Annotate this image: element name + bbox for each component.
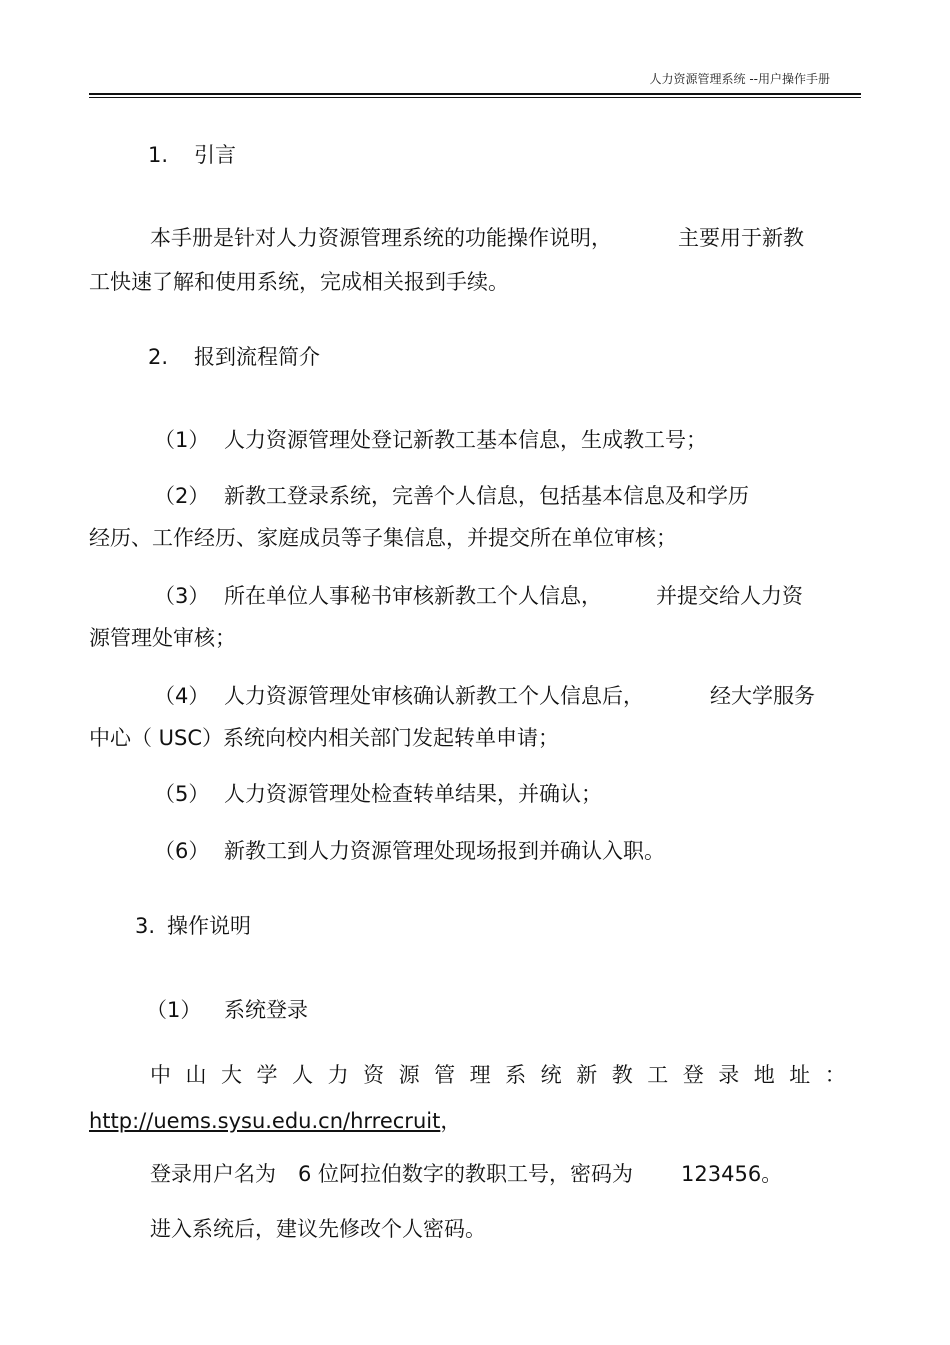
step-number: （6） bbox=[154, 839, 210, 863]
address-char: 资 bbox=[363, 1063, 385, 1087]
step-3 bbox=[154, 582, 803, 610]
login-address-line bbox=[150, 1061, 846, 1089]
login-url-suffix: ， bbox=[440, 1109, 462, 1133]
address-char: 力 bbox=[327, 1063, 349, 1087]
address-char: 教 bbox=[611, 1063, 633, 1087]
step-number: （3） bbox=[154, 584, 210, 608]
address-char: ： bbox=[824, 1063, 846, 1087]
address-char: 地 bbox=[753, 1063, 775, 1087]
step-number: （1） bbox=[154, 428, 210, 452]
step-text: 人力资源管理处检查转单结果，并确认； bbox=[224, 782, 602, 806]
subsection-number: （1） bbox=[146, 998, 202, 1022]
intro-text: 本手册是针对人力资源管理系统的功能操作说明， bbox=[150, 226, 612, 250]
section-heading-process bbox=[148, 343, 320, 371]
credential-text: 登录用户名为 bbox=[150, 1162, 276, 1186]
step-2-continued: 经历、工作经历、家庭成员等子集信息，并提交所在单位审核； bbox=[89, 526, 677, 550]
section-title: 报到流程简介 bbox=[194, 345, 321, 369]
address-char: 大 bbox=[221, 1063, 243, 1087]
section-title: 操作说明 bbox=[167, 914, 252, 938]
section-number: 3. bbox=[135, 914, 156, 938]
header-rule-thin bbox=[89, 97, 861, 98]
login-advice: 进入系统后，建议先修改个人密码。 bbox=[150, 1217, 486, 1241]
address-char: 登 bbox=[682, 1063, 704, 1087]
step-4-continued: 中心（ USC）系统向校内相关部门发起转单申请； bbox=[89, 726, 560, 750]
step-4 bbox=[154, 682, 815, 710]
login-credentials bbox=[150, 1160, 782, 1188]
address-char: 录 bbox=[718, 1063, 740, 1087]
address-char: 源 bbox=[398, 1063, 420, 1087]
step-text: 经大学服务 bbox=[710, 684, 815, 708]
step-6 bbox=[154, 837, 665, 865]
step-text: 所在单位人事秘书审核新教工个人信息， bbox=[224, 584, 602, 608]
step-text: 新教工登录系统，完善个人信息，包括基本信息及和学历 bbox=[224, 484, 749, 508]
section-heading-intro bbox=[148, 141, 236, 169]
header-title: 人力资源管理系统 --用户操作手册 bbox=[649, 72, 830, 86]
section-number: 2. bbox=[148, 345, 169, 369]
step-number: （4） bbox=[154, 684, 210, 708]
address-char: 系 bbox=[505, 1063, 527, 1087]
section-number: 1. bbox=[148, 143, 169, 167]
step-2 bbox=[154, 482, 749, 510]
address-char: 人 bbox=[292, 1063, 314, 1087]
login-address-text bbox=[150, 1061, 846, 1089]
header-rule-thick bbox=[89, 93, 861, 95]
address-char: 统 bbox=[540, 1063, 562, 1087]
address-char: 管 bbox=[434, 1063, 456, 1087]
address-char: 工 bbox=[647, 1063, 669, 1087]
step-number: （2） bbox=[154, 484, 210, 508]
intro-line-1 bbox=[150, 224, 804, 252]
step-text: 并提交给人力资 bbox=[656, 584, 803, 608]
section-title: 引言 bbox=[194, 143, 237, 167]
step-text: 新教工到人力资源管理处现场报到并确认入职。 bbox=[224, 839, 665, 863]
address-char: 学 bbox=[256, 1063, 278, 1087]
address-char: 新 bbox=[576, 1063, 598, 1087]
step-5 bbox=[154, 780, 602, 808]
step-text: 人力资源管理处审核确认新教工个人信息后， bbox=[224, 684, 644, 708]
address-char: 山 bbox=[185, 1063, 207, 1087]
step-text: 人力资源管理处登记新教工基本信息，生成教工号； bbox=[224, 428, 707, 452]
address-char: 理 bbox=[469, 1063, 491, 1087]
intro-text: 主要用于新教 bbox=[678, 226, 804, 250]
subsection-login bbox=[146, 996, 308, 1024]
intro-line-2: 工快速了解和使用系统，完成相关报到手续。 bbox=[89, 270, 509, 294]
login-url-line bbox=[89, 1107, 461, 1135]
address-char: 中 bbox=[150, 1063, 171, 1087]
login-url-link[interactable]: http://uems.sysu.edu.cn/hrrecruit bbox=[89, 1109, 441, 1133]
credential-text: 6 位阿拉伯数字的教职工号，密码为 bbox=[298, 1162, 634, 1186]
subsection-title: 系统登录 bbox=[224, 998, 308, 1022]
password-value: 123456。 bbox=[681, 1162, 783, 1186]
address-char: 址 bbox=[789, 1063, 811, 1087]
section-heading-operation bbox=[135, 912, 251, 940]
step-number: （5） bbox=[154, 782, 210, 806]
step-3-continued: 源管理处审核； bbox=[89, 626, 236, 650]
step-1 bbox=[154, 426, 707, 454]
